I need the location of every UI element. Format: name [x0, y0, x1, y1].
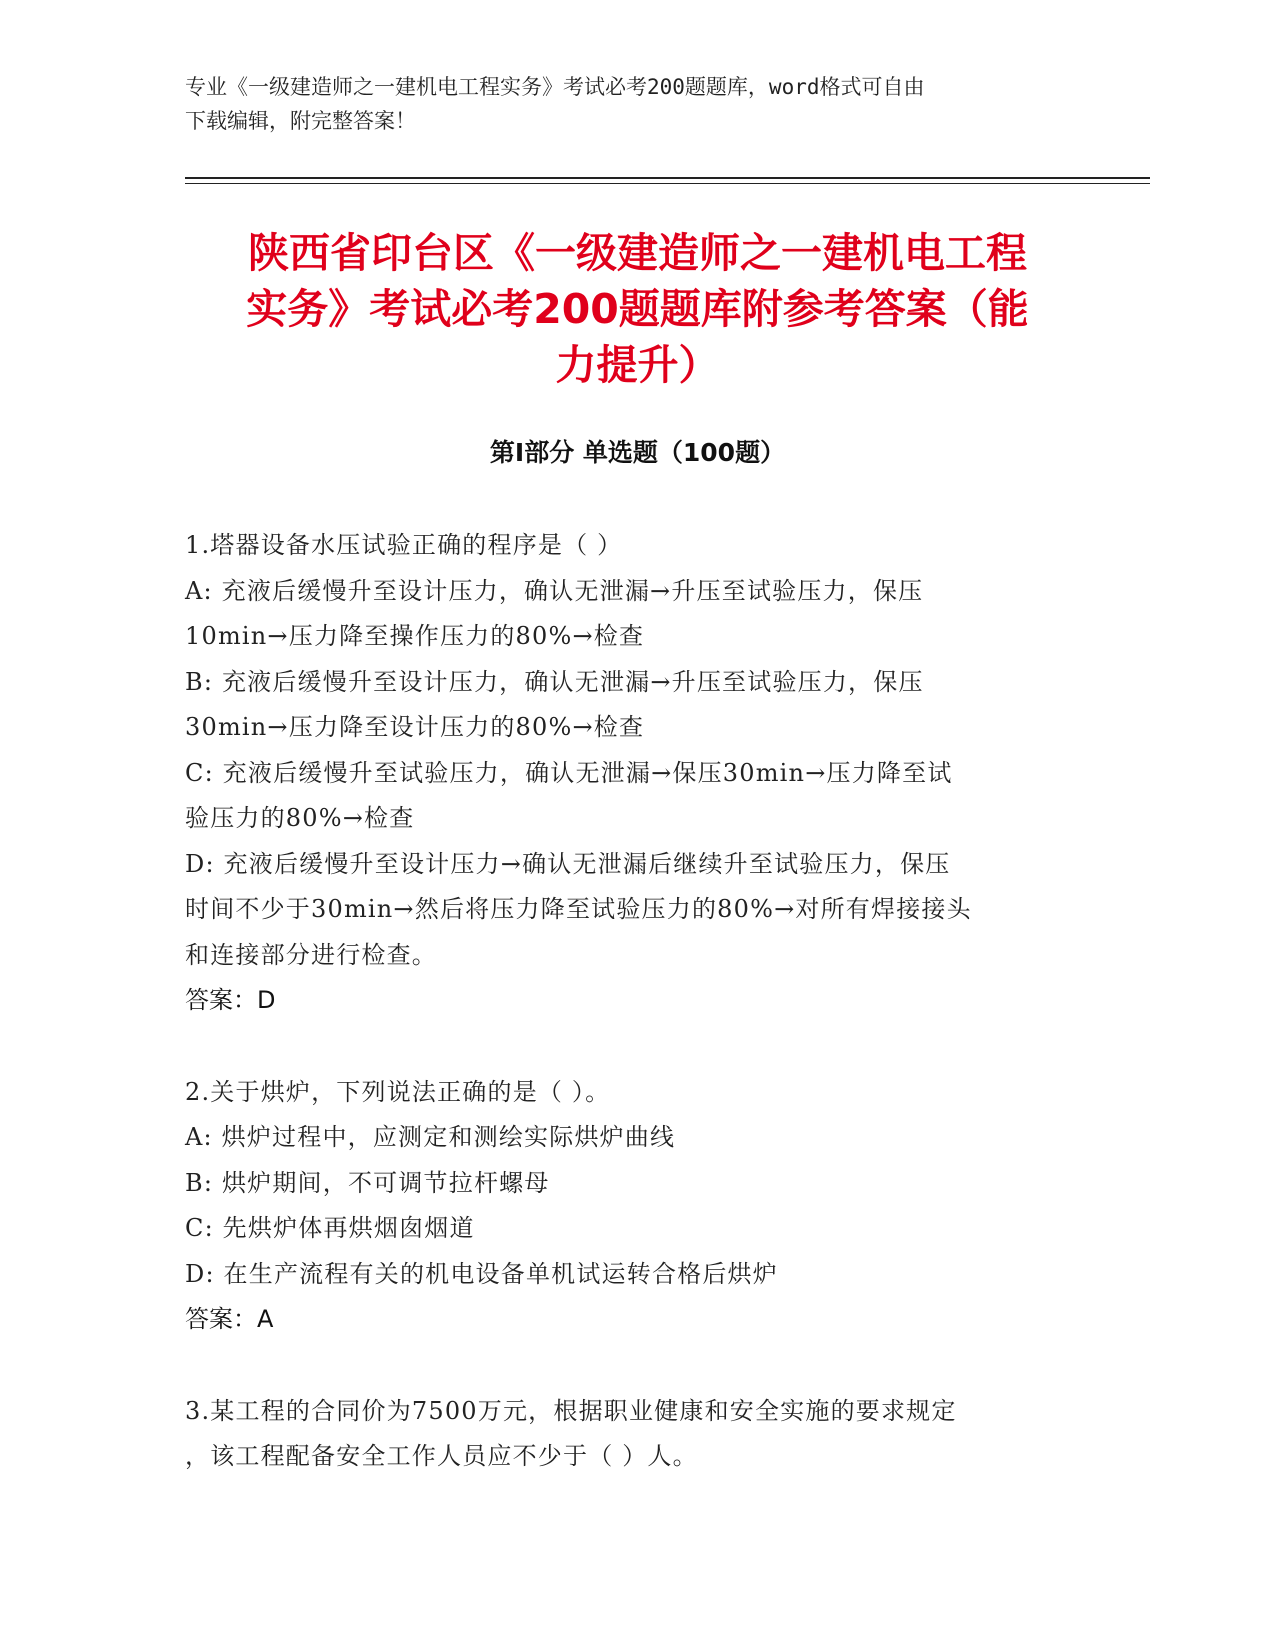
answer: 答案：A: [185, 1305, 274, 1333]
document-title-line: 实务》考试必考200题题库附参考答案（能: [246, 285, 1029, 333]
option-a-continued: 10min→压力降至操作压力的80%→检查: [185, 622, 645, 650]
document-title-line: 力提升）: [555, 341, 720, 389]
header-divider-thin: [185, 183, 1150, 184]
question-3: [185, 1389, 1070, 1480]
option-d-continued: 和连接部分进行检查。: [185, 940, 437, 969]
document-title-line: 陕西省印台区《一级建造师之一建机电工程: [248, 229, 1027, 277]
question-stem: 3.某工程的合同价为7500万元，根据职业健康和安全实施的要求规定: [185, 1396, 957, 1425]
option-b: B: 充液后缓慢升至设计压力，确认无泄漏→升压至试验压力，保压: [185, 667, 924, 696]
header-note: [185, 70, 1075, 138]
option-b: B: 烘炉期间，不可调节拉杆螺母: [185, 1168, 550, 1197]
section-title: 第Ⅰ部分 单选题（100题）: [489, 438, 786, 467]
question-1: [185, 523, 1070, 1024]
header-note-line: 专业《一级建造师之一建机电工程实务》考试必考200题题库，word格式可自由: [185, 75, 925, 99]
answer: 答案：D: [185, 986, 276, 1014]
document-title: [185, 225, 1090, 393]
option-d: D: 在生产流程有关的机电设备单机试运转合格后烘炉: [185, 1259, 778, 1288]
option-d-continued: 时间不少于30min→然后将压力降至试验压力的80%→对所有焊接接头: [185, 895, 972, 923]
option-a: A: 充液后缓慢升至设计压力，确认无泄漏→升压至试验压力，保压: [185, 576, 924, 605]
header-divider-thick: [185, 177, 1150, 179]
option-a: A: 烘炉过程中，应测定和测绘实际烘炉曲线: [185, 1123, 676, 1151]
question-stem: 2.关于烘炉，下列说法正确的是（ ）。: [185, 1077, 611, 1106]
option-d: D: 充液后缓慢升至设计压力→确认无泄漏后继续升至试验压力，保压: [185, 849, 951, 878]
question-stem-continued: ，该工程配备安全工作人员应不少于（ ）人。: [185, 1442, 698, 1470]
option-c: C: 充液后缓慢升至试验压力，确认无泄漏→保压30min→压力降至试: [185, 758, 953, 787]
question-list: [185, 523, 1070, 1526]
question-stem: 1.塔器设备水压试验正确的程序是（ ）: [185, 531, 623, 559]
option-c: C: 先烘炉体再烘烟囱烟道: [185, 1214, 475, 1242]
header-note-line: 下载编辑，附完整答案！: [185, 109, 416, 133]
option-c-continued: 验压力的80%→检查: [185, 804, 415, 832]
question-2: [185, 1070, 1070, 1343]
option-b-continued: 30min→压力降至设计压力的80%→检查: [185, 713, 645, 741]
